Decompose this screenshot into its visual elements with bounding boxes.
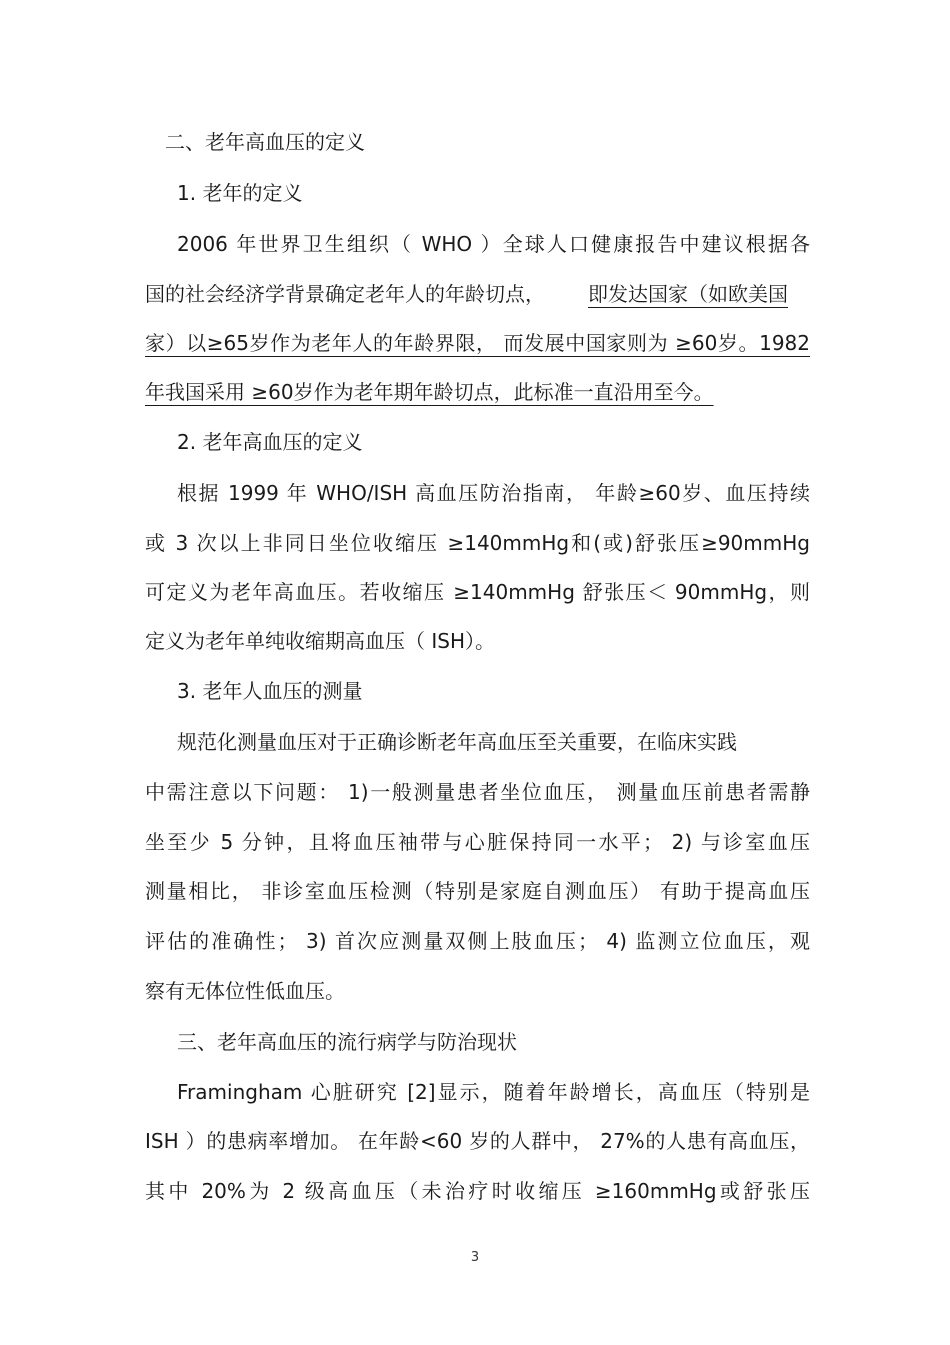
paragraph-line: 国的社会经济学背景确定老年人的年龄切点， (145, 282, 545, 306)
subheading-2: 2. 老年高血压的定义 (177, 430, 363, 454)
paragraph-line-underlined: 年我国采用 ≥60岁作为老年期年龄切点，此标准一直沿用至今。 (145, 380, 714, 404)
paragraph-line: 可定义为老年高血压。若收缩压 ≥140mmHg 舒张压＜ 90mmHg，则 (145, 580, 810, 604)
section-heading-2: 二、老年高血压的定义 (165, 130, 365, 154)
paragraph-line: 其中 20%为 2 级高血压（未治疗时收缩压 ≥160mmHg或舒张压 (145, 1179, 810, 1203)
paragraph-line: ISH ）的患病率增加。 在年龄<60 岁的人群中， 27%的人患有高血压， (145, 1129, 810, 1153)
section-heading-3: 三、老年高血压的流行病学与防治现状 (177, 1030, 517, 1054)
paragraph-line: 测量相比， 非诊室血压检测（特别是家庭自测血压） 有助于提高血压 (145, 879, 810, 903)
paragraph-line-underlined: 即发达国家（如欧美国 (588, 282, 788, 306)
paragraph-line: 评估的准确性； 3) 首次应测量双侧上肢血压； 4) 监测立位血压，观 (145, 929, 810, 953)
subheading-1: 1. 老年的定义 (177, 181, 303, 205)
paragraph-line: 中需注意以下问题： 1)一般测量患者坐位血压， 测量血压前患者需静 (145, 780, 810, 804)
subheading-3: 3. 老年人血压的测量 (177, 679, 363, 703)
paragraph-line: 坐至少 5 分钟，且将血压袖带与心脏保持同一水平； 2) 与诊室血压 (145, 830, 810, 854)
paragraph-line: 规范化测量血压对于正确诊断老年高血压至关重要，在临床实践 (177, 730, 737, 754)
paragraph-line: 2006 年世界卫生组织（ WHO ）全球人口健康报告中建议根据各 (177, 232, 810, 256)
paragraph-line: 根据 1999 年 WHO/ISH 高血压防治指南， 年龄≥60岁、血压持续 (177, 481, 810, 505)
page-number: 3 (470, 1250, 480, 1265)
paragraph-line: 或 3 次以上非同日坐位收缩压 ≥140mmHg和(或)舒张压≥90mmHg (145, 531, 810, 555)
paragraph-line: Framingham 心脏研究 [2]显示，随着年龄增长，高血压（特别是 (177, 1080, 810, 1104)
paragraph-line: 定义为老年单纯收缩期高血压（ ISH）。 (145, 629, 495, 653)
paragraph-line-underlined: 家）以≥65岁作为老年人的年龄界限， 而发展中国家则为 ≥60岁。1982 (145, 331, 810, 355)
paragraph-line: 察有无体位性低血压。 (145, 979, 345, 1003)
